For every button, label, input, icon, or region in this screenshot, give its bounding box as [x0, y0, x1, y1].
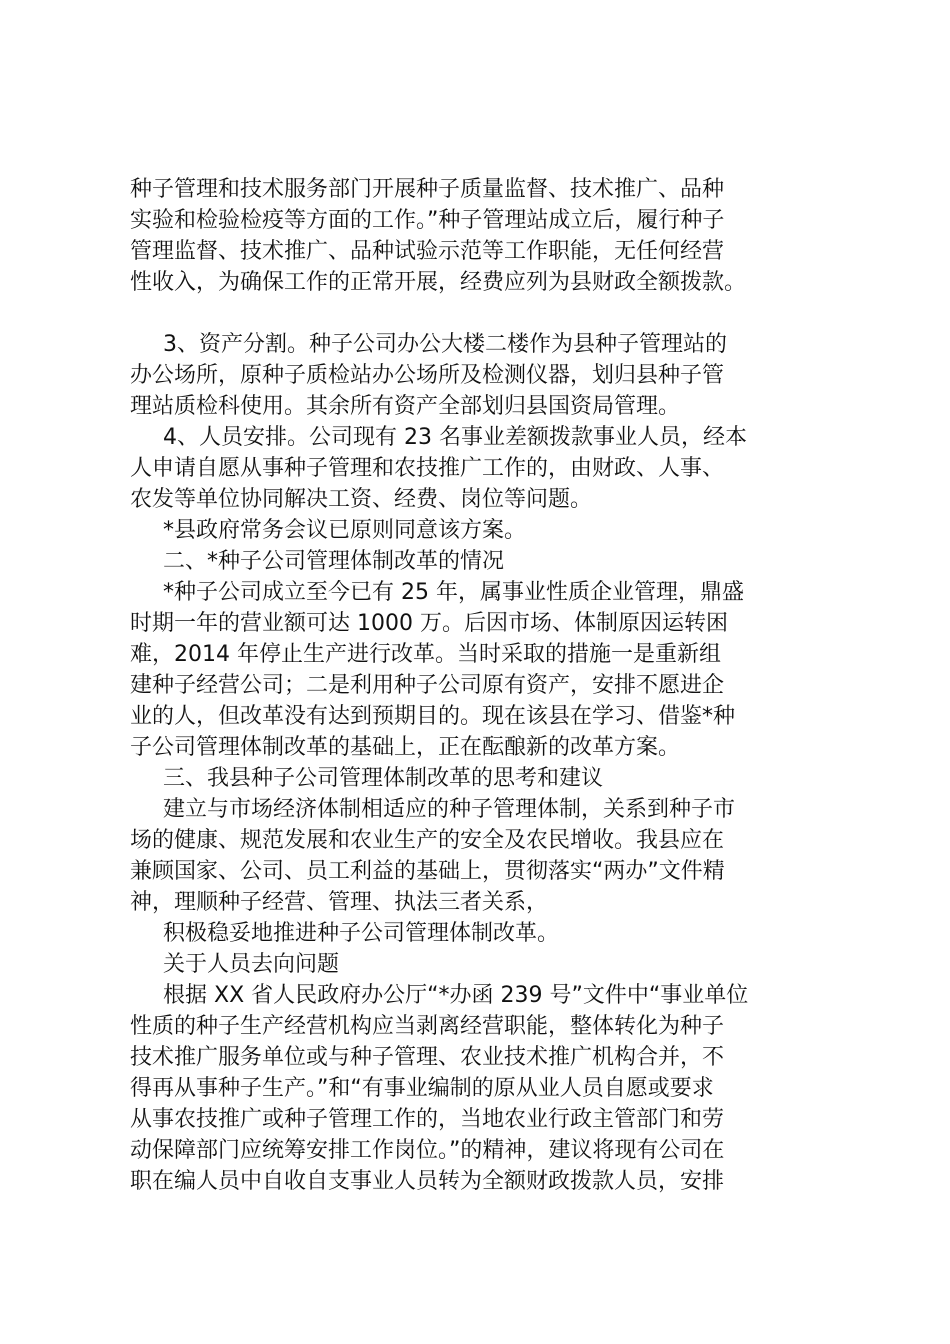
document-body [130, 174, 830, 1197]
text-line: 种子管理和技术服务部门开展种子质量监督、技术推广、品种 [130, 177, 725, 202]
text-line: 兼顾国家、公司、员工利益的基础上，贯彻落实“两办”文件精 [130, 859, 725, 884]
text-line: 农发等单位协同解决工资、经费、岗位等问题。 [130, 487, 593, 512]
paragraph-gap [130, 298, 830, 329]
text-line: 建立与市场经济体制相适应的种子管理体制，关系到种子市 [163, 797, 736, 822]
text-line: 职在编人员中自收自支事业人员转为全额财政拨款人员，安排 [130, 1169, 725, 1194]
text-line: *县政府常务会议已原则同意该方案。 [163, 518, 527, 543]
text-line: 积极稳妥地推进种子公司管理体制改革。 [163, 921, 560, 946]
text-line: 难，2014 年停止生产进行改革。当时采取的措施一是重新组 [130, 642, 721, 667]
text-line: 业的人，但改革没有达到预期目的。现在该县在学习、借鉴*种 [130, 704, 736, 729]
text-line: 动保障部门应统筹安排工作岗位。”的精神，建议将现有公司在 [130, 1138, 725, 1163]
section-heading: 二、*种子公司管理体制改革的情况 [163, 549, 505, 574]
section-heading: 三、我县种子公司管理体制改革的思考和建议 [163, 766, 604, 791]
text-line: 3、资产分割。种子公司办公大楼二楼作为县种子管理站的 [163, 332, 727, 357]
subsection-heading: 关于人员去向问题 [163, 952, 340, 977]
text-line: 得再从事种子生产。”和“有事业编制的原从业人员自愿或要求 [130, 1076, 714, 1101]
text-line: 人申请自愿从事种子管理和农技推广工作的，由财政、人事、 [130, 456, 725, 481]
text-line: 神，理顺种子经营、管理、执法三者关系， [130, 890, 549, 915]
text-line: 办公场所，原种子质检站办公场所及检测仪器，划归县种子管 [130, 363, 725, 388]
text-line: 子公司管理体制改革的基础上，正在酝酿新的改革方案。 [130, 735, 681, 760]
text-line: 性收入，为确保工作的正常开展，经费应列为县财政全额拨款。 [130, 270, 747, 295]
text-line: 管理监督、技术推广、品种试验示范等工作职能，无任何经营 [130, 239, 725, 264]
text-line: 建种子经营公司；二是利用种子公司原有资产，安排不愿进企 [130, 673, 725, 698]
text-line: 理站质检科使用。其余所有资产全部划归县国资局管理。 [130, 394, 681, 419]
text-line: 根据 XX 省人民政府办公厅“*办函 239 号”文件中“事业单位 [163, 983, 749, 1008]
text-line: 从事农技推广或种子管理工作的，当地农业行政主管部门和劳 [130, 1107, 725, 1132]
text-line: 技术推广服务单位或与种子管理、农业技术推广机构合并，不 [130, 1045, 725, 1070]
text-line: 场的健康、规范发展和农业生产的安全及农民增收。我县应在 [130, 828, 725, 853]
text-line: *种子公司成立至今已有 25 年，属事业性质企业管理，鼎盛 [163, 580, 744, 605]
text-line: 4、人员安排。公司现有 23 名事业差额拨款事业人员，经本 [163, 425, 747, 450]
text-line: 时期一年的营业额可达 1000 万。后因市场、体制原因运转困 [130, 611, 728, 636]
text-line: 实验和检验检疫等方面的工作。”种子管理站成立后，履行种子 [130, 208, 725, 233]
text-line: 性质的种子生产经营机构应当剥离经营职能，整体转化为种子 [130, 1014, 725, 1039]
